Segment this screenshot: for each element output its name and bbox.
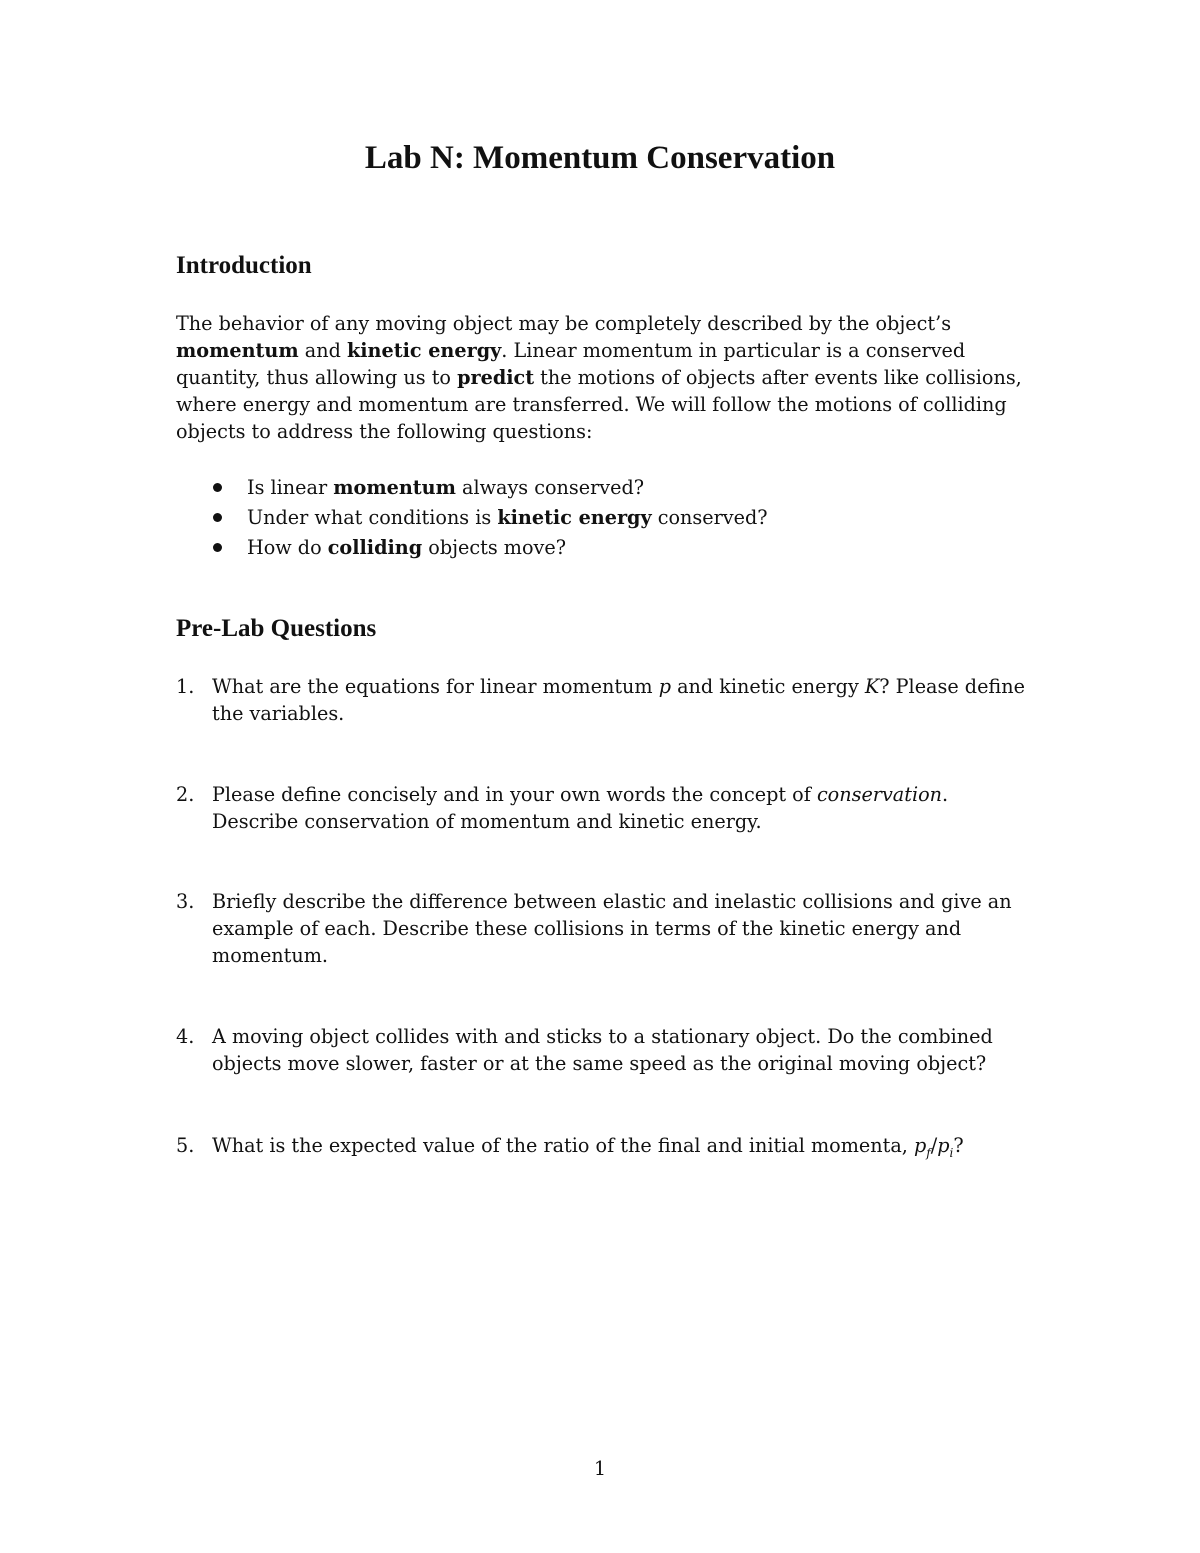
bullet-item [176, 474, 1036, 504]
bullet-text-pre: Under what conditions is [247, 506, 498, 529]
bullet-item [176, 504, 1036, 534]
question-text: A moving object collides with and sticks to a stationary object. Do the combined objects move slower, faster or at the same speed as the original moving object? [212, 1025, 993, 1075]
question-text: Briefly describe the difference between elastic and inelastic collisions and give an example of each. Describe these collisions in terms of the kinetic energy and momentum. [212, 890, 1012, 967]
intro-text-1: The behavior of any moving object may be completely described by the object’s [176, 312, 952, 335]
bullet-dot-icon [213, 483, 222, 492]
emphasis-conservation: conservation [816, 783, 943, 806]
question-text-part: What are the equations for linear momentum [212, 675, 659, 698]
question-number: 3. [176, 890, 195, 913]
question-number: 5. [176, 1134, 195, 1157]
question-number: 1. [176, 675, 195, 698]
bullet-text-post: objects move? [422, 536, 567, 559]
introduction-paragraph [176, 310, 1036, 445]
prelab-heading: Pre-Lab Questions [176, 615, 377, 642]
bullet-text-pre: Is linear [247, 476, 334, 499]
bullet-dot-icon [213, 543, 222, 552]
ratio-slash: / [930, 1134, 938, 1157]
bullet-dot-icon [213, 513, 222, 522]
question-text-part: and kinetic energy [671, 675, 865, 698]
bullet-text-bold: momentum [333, 476, 456, 499]
bullet-text-post: always conserved? [455, 476, 645, 499]
variable-p: p [658, 675, 671, 698]
bullet-item [176, 534, 1036, 564]
bullet-text-post: conserved? [651, 506, 768, 529]
question-bullet-list [176, 474, 1036, 564]
intro-text-2: and [298, 339, 347, 362]
intro-bold-momentum: momentum [176, 339, 299, 362]
question-text-part: What is the expected value of the ratio of the final and initial momenta, [212, 1134, 914, 1157]
page-number: 1 [593, 1457, 607, 1480]
introduction-heading: Introduction [176, 252, 312, 279]
page-title: Lab N: Momentum Conservation [364, 140, 836, 176]
subscript-f: f [926, 1145, 931, 1160]
question-text-part: ? [953, 1134, 964, 1157]
question-number: 4. [176, 1025, 195, 1048]
bullet-text-bold: kinetic energy [497, 506, 652, 529]
question-number: 2. [176, 783, 195, 806]
variable-k: K [864, 675, 880, 698]
question-text-part: Please define concisely and in your own words the concept of [212, 783, 817, 806]
question-text-part: ? Please define the variables. [212, 675, 1025, 725]
intro-text-4: the motions of objects after events like collisions, where energy and momentum are transferred. We will follow the motions of colliding objects to address the following questions: [176, 366, 1022, 443]
variable-p-initial: p [937, 1134, 950, 1157]
variable-p-final: p [914, 1134, 927, 1157]
question-text-part: . Describe conservation of momentum and kinetic energy. [212, 783, 949, 833]
question-text [212, 781, 1034, 835]
question-text [212, 1132, 1034, 1167]
bullet-text-bold: colliding [327, 536, 423, 559]
bullet-text-pre: How do [247, 536, 328, 559]
intro-bold-predict: predict [457, 366, 535, 389]
intro-text-3: . Linear momentum in particular is a conserved quantity, thus allowing us to [176, 339, 966, 389]
subscript-i: i [949, 1145, 954, 1160]
question-text [212, 673, 1034, 727]
intro-bold-kinetic-energy: kinetic energy [346, 339, 502, 362]
